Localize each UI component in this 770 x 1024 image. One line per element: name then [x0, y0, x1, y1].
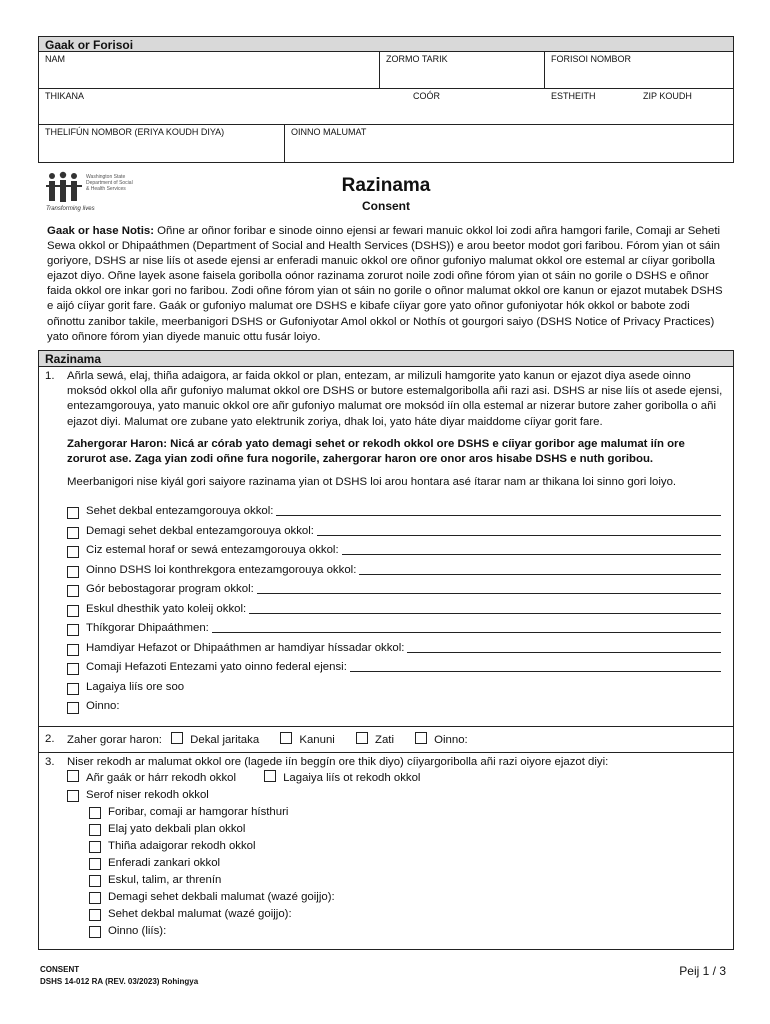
item3-text: Niser rekodh ar malumat okkol ore (lagede iín beggín ore thik diyo) cíiyargoribolla añi razi oiyore ejazot diyi:: [67, 755, 609, 768]
name-field[interactable]: [39, 52, 380, 88]
recipient-check-label: Eskul dhesthik yato koleij okkol:: [86, 602, 247, 615]
checkbox[interactable]: [89, 858, 101, 870]
checkbox[interactable]: [67, 663, 79, 675]
checkbox[interactable]: [264, 770, 276, 782]
specific-record-option[interactable]: [67, 821, 727, 838]
client-id-field[interactable]: [545, 52, 733, 88]
recipient-check-row: [67, 636, 727, 656]
recipient-fill-line[interactable]: [350, 671, 721, 672]
recipient-check-row: [67, 675, 727, 695]
specific-record-option[interactable]: [67, 872, 727, 889]
specific-record-option[interactable]: [67, 906, 727, 923]
zip-label: ZIP KOUDH: [643, 91, 692, 101]
title-area: [38, 171, 734, 224]
item1-instruction: Meerbanigori nise kiyál gori saiyore razinama yian ot DSHS loi arou hontara asé ítarar nam ar thikana loi sinno gori loiyo.: [67, 475, 677, 488]
option-label: Dekal jaritaka: [190, 733, 260, 746]
recipient-check-label: Oinno DSHS loi konthrekgora entezamgorouya okkol:: [86, 563, 357, 576]
option-label: Zati: [374, 733, 394, 746]
option-label: Foribar, comaji ar hamgorar hísthuri: [108, 805, 289, 818]
consent-form-page: [38, 36, 734, 950]
recipient-check-row: [67, 519, 727, 539]
phone-field[interactable]: [39, 125, 285, 162]
footer-form-name: CONSENT: [40, 965, 80, 974]
recipient-check-row: [67, 539, 727, 559]
checkbox[interactable]: [89, 909, 101, 921]
recipient-check-label: Oinno:: [86, 700, 120, 713]
purpose-option-personal[interactable]: [356, 734, 394, 746]
recipient-check-row: [67, 617, 727, 637]
recipient-check-label: Sehet dekbal entezamgorouya okkol:: [86, 505, 274, 518]
form-title: Razinama: [341, 175, 431, 196]
checkbox[interactable]: [280, 732, 292, 744]
checkbox[interactable]: [89, 875, 101, 887]
recipient-fill-line[interactable]: [317, 535, 721, 536]
purpose-option-legal[interactable]: [280, 734, 334, 746]
checkbox[interactable]: [67, 585, 79, 597]
name-label: NAM: [45, 54, 65, 64]
option-label: Oinno:: [434, 733, 468, 746]
checkbox[interactable]: [67, 527, 79, 539]
address-label: THIKANA: [45, 91, 85, 101]
checkbox[interactable]: [89, 892, 101, 904]
checkbox[interactable]: [171, 732, 183, 744]
client-row-2: [39, 89, 733, 125]
client-info-header: Gaak or Forisoi: [39, 37, 733, 52]
city-label: COÓR: [413, 91, 440, 101]
recipient-check-label: Demagi sehet dekbal entezamgorouya okkol:: [86, 524, 314, 537]
footer-form-number: DSHS 14-012 RA (REV. 03/2023) Rohingya: [40, 977, 199, 986]
specific-record-option[interactable]: [67, 838, 727, 855]
recipient-check-label: Lagaiya liís ore soo: [86, 680, 185, 693]
recipient-check-label: Thíkgorar Dhipaáthmen:: [86, 622, 209, 635]
checkbox[interactable]: [356, 732, 368, 744]
checkbox[interactable]: [67, 644, 79, 656]
other-info-field[interactable]: [285, 125, 733, 162]
recipient-fill-line[interactable]: [407, 652, 721, 653]
recipient-fill-line[interactable]: [257, 593, 721, 594]
client-id-label: FORISOI NOMBOR: [551, 54, 632, 64]
recipient-checklist: [67, 500, 727, 715]
client-row-1: [39, 52, 733, 89]
item-number: 3.: [45, 755, 55, 768]
record-option-attached-list[interactable]: [264, 770, 420, 786]
item-number: 1.: [45, 369, 55, 382]
specific-record-list: [67, 804, 727, 940]
phone-label: THELIFÚN NOMBOR (ERIYA KOUDH DIYA): [45, 127, 225, 137]
option-label: Oinno (liís):: [108, 924, 167, 937]
checkbox[interactable]: [89, 807, 101, 819]
checkbox[interactable]: [415, 732, 427, 744]
recipient-check-label: Ciz estemal horaf or sewá entezamgorouya okkol:: [86, 544, 339, 557]
disclosure-reason-note: Zahergorar Haron: Nicá ar córab yato demagi sehet or rekodh okkol ore DSHS e cíiyar goribor age malumat iín ore zorurot ase. Zaga yian zodi oñne fura nogorile, zahergorar haron ore onor aros hisabe DSHS e nuth goribou.: [67, 437, 685, 466]
dob-label: ZORMO TARIK: [386, 54, 448, 64]
recipient-fill-line[interactable]: [359, 574, 721, 575]
checkbox[interactable]: [67, 566, 79, 578]
client-row-3: [39, 125, 733, 162]
page-number: Peij 1 / 3: [679, 964, 726, 978]
specific-record-option[interactable]: [67, 889, 727, 906]
checkbox[interactable]: [67, 507, 79, 519]
checkbox[interactable]: [67, 790, 79, 802]
client-notice: [38, 224, 734, 345]
consent-item-2: [39, 727, 733, 753]
checkbox[interactable]: [89, 824, 101, 836]
dob-field[interactable]: [380, 52, 545, 88]
option-label: Thiña adaigorar rekodh okkol: [108, 839, 256, 852]
state-label: ESTHEITH: [551, 91, 596, 101]
recipient-check-label: Comaji Hefazoti Entezami yato oinno federal ejensi:: [86, 661, 347, 674]
recipient-check-row: [67, 695, 727, 715]
checkbox[interactable]: [67, 770, 79, 782]
checkbox[interactable]: [89, 841, 101, 853]
checkbox[interactable]: [67, 702, 79, 714]
recipient-check-row: [67, 500, 727, 520]
purpose-option-continued-care[interactable]: [171, 734, 259, 746]
purpose-option-other[interactable]: [415, 734, 468, 746]
record-option-specific[interactable]: [67, 787, 727, 804]
consent-section: [38, 350, 734, 950]
option-label: Demagi sehet dekbali malumat (wazé goijjo):: [108, 890, 335, 903]
consent-item-3: [39, 753, 733, 949]
client-info-table: [38, 36, 734, 163]
notice-lead: Gaak or hase Notis:: [47, 225, 154, 237]
checkbox[interactable]: [67, 683, 79, 695]
address-field[interactable]: [39, 89, 407, 124]
option-label: Elaj yato dekbali plan okkol: [108, 822, 246, 835]
option-label: Enferadi zankari okkol: [108, 856, 221, 869]
option-label: Eskul, talim, ar threnín: [108, 873, 222, 886]
specific-record-option[interactable]: [67, 804, 727, 821]
page-footer: [40, 964, 726, 988]
consent-section-header: Razinama: [39, 351, 733, 367]
recipient-check-label: Hamdiyar Hefazot or Dhipaáthmen ar hamdiyar híssadar okkol:: [86, 641, 405, 654]
item-number: 2.: [45, 732, 55, 745]
checkbox[interactable]: [67, 624, 79, 636]
option-label: Lagaiya liís ot rekodh okkol: [283, 772, 421, 785]
city-field[interactable]: [407, 89, 545, 124]
checkbox[interactable]: [89, 926, 101, 938]
recipient-check-row: [67, 578, 727, 598]
form-subtitle: Consent: [362, 199, 410, 213]
recipient-fill-line[interactable]: [249, 613, 721, 614]
logo-tagline: Transforming lives: [46, 206, 95, 212]
specific-record-option[interactable]: [67, 923, 727, 940]
checkbox[interactable]: [67, 605, 79, 617]
recipient-fill-line[interactable]: [276, 515, 721, 516]
checkbox[interactable]: [67, 546, 79, 558]
record-option-row: [67, 770, 727, 787]
recipient-check-label: Gór bebostagorar program okkol:: [86, 583, 254, 596]
option-label: Kanuni: [299, 733, 335, 746]
recipient-check-row: [67, 656, 727, 676]
logo-org-line: & Health Services: [86, 186, 126, 192]
notice-text: Oñne ar oñnor foribar e sinode oinno ejensi ar fewari manuic okkol loi zodi añra hamgori farile, Comaji ar Seheti Sewa okkol or Dhipaáthmen (Department of Social and Health Services (DSHS)) e arou beetor modot gori faribou. Fórom yian ot sáin goriyore, DSHS ar nise liís ot asede ejensi ar enferadi manuic okkol ore oñnor gufoniyo malumat okkol ore estemal ar cíiyar goribolla ejazot diyo. Oñne layek asone faisela goribolla oónor razinama zorurot noile zodi oñne fórom yian ot sáin no gorile o DSHS e oñnor faida okkol ore inkar gori no faribou. Zodi oñne fórom yian ot sáin no gorile o oñnor malumat okkol ore kanun or ejazot mutabek DSHS e aijó cíiyar gorit fare. Gaák or gufoniyo malumat ore DSHS e kibafe cíiyar gore yato oñnor gufoniyotar hók okkol or babote zodi oñnottu zanibor takile, meerbanigori DSHS or Gufoniyotar Amol okkol or Nothís ot gourgori saiyo (DSHS Notice of Privacy Practices) yato oñnore fórom yian diyede manuic ottu fusár loiyo.: [47, 225, 723, 343]
recipient-fill-line[interactable]: [212, 632, 721, 633]
record-option-all[interactable]: [67, 770, 236, 786]
logo-org-line: Washington State: [86, 174, 126, 180]
zip-field[interactable]: [637, 89, 733, 124]
logo-org-line: Department of Social: [86, 180, 133, 186]
state-field[interactable]: [545, 89, 637, 124]
option-label: Añr gaák or hárr rekodh okkol: [86, 772, 237, 785]
recipient-fill-line[interactable]: [342, 554, 721, 555]
option-label: Serof niser rekodh okkol: [86, 788, 209, 801]
consent-item-1: [39, 367, 733, 727]
item1-text: Añrla sewá, elaj, thiña adaigora, ar faida okkol or plan, entezam, ar milizuli hamgorite yato kanun or ejazot diya asede oinno moksód okkol olla añr gufoniyo malumat okkol ore DSHS or butore estemalgoribolla añi razi asi. DSHS ar nise liís ot asede ejensi, entezamgorouya, yato manuic okkol ore añr gufoniyo malumat ore moksód iín olla estemal ar nizerar butore zaher goribolla o añi ejazot diyi. Malumat ore zubane yato elektrunik zoriya, dhak loi, yato háte diyar maiddome cíiyar gorit fare.: [67, 369, 723, 428]
other-info-label: OINNO MALUMAT: [291, 127, 367, 137]
recipient-check-row: [67, 558, 727, 578]
recipient-check-row: [67, 597, 727, 617]
purpose-label: Zaher gorar haron:: [67, 733, 162, 746]
specific-record-option[interactable]: [67, 855, 727, 872]
option-label: Sehet dekbal malumat (wazé goijjo):: [108, 907, 292, 920]
